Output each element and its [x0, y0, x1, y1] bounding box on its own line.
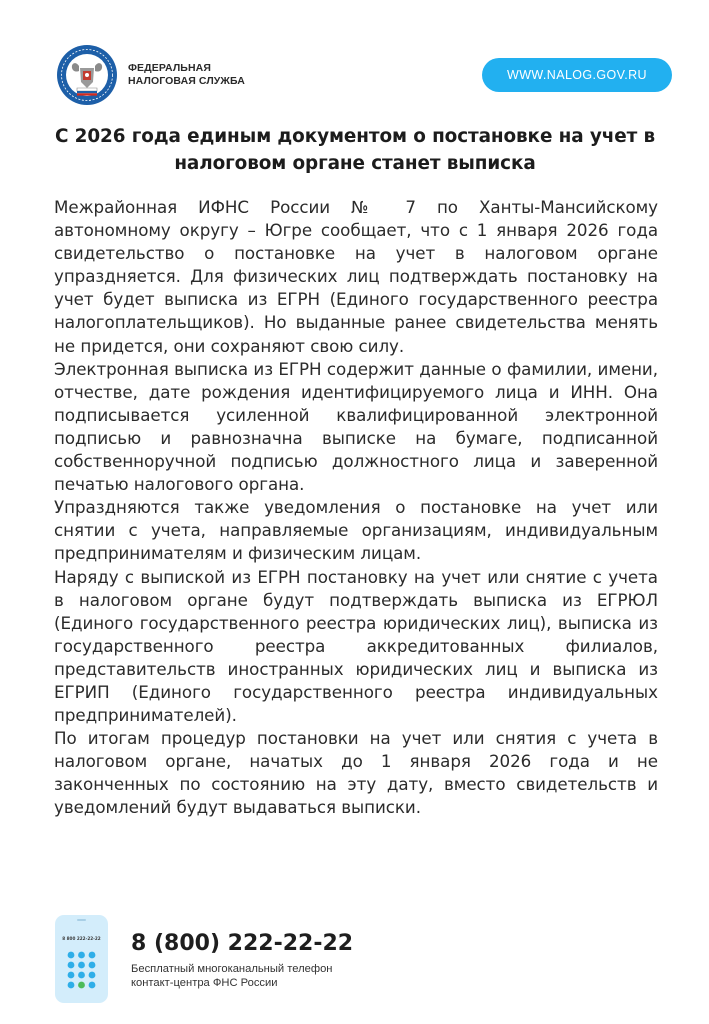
paragraph: Наряду с выпиской из ЕГРН постановку на учет или снятие с учета в налоговом органе будут подтверждать выписка из ЕГРЮЛ (Единого государственного реестра юридических лиц), выписка из государственного реестра аккредитованных филиалов, представительств иностранных юридических лиц и выписка из ЕГРИП (Единого государственного реестра индивидуальных предпринимателей). [54, 566, 658, 726]
page-header [56, 44, 672, 108]
phone-screen-number: 8 800 222-22-22 [62, 936, 101, 941]
org-name [128, 62, 245, 87]
hotline-footer [54, 914, 454, 1006]
paragraph: Упраздняются также уведомления о постановке на учет или снятии с учета, направляемые организациям, индивидуальным предпринимателям и физическим лицам. [54, 497, 658, 564]
org-name-line1: ФЕДЕРАЛЬНАЯ [128, 62, 211, 74]
hotline-desc-line1: Бесплатный многоканальный телефон [131, 963, 333, 975]
paragraph: Межрайонная ИФНС России № 7 по Ханты-Мансийскому автономному округу – Югре сообщает, что с 1 января 2026 года свидетельство о постановке на учет в налоговом органе упраздняется. Для физических лиц подтверждать постановку на учет будет выписка из ЕГРН (Единого государственного реестра налогоплательщиков). Но выданные ранее свидетельства менять не придется, они сохраняют свою силу. [54, 197, 658, 356]
hotline-desc-line2: контакт-центра ФНС России [131, 977, 278, 989]
document-body [54, 196, 658, 820]
org-name-line2: НАЛОГОВАЯ СЛУЖБА [128, 74, 245, 87]
phone-icon [54, 914, 109, 1004]
paragraph: По итогам процедур постановки на учет или снятия с учета в налоговом органе, начатых до 1 января 2026 года и не законченных по состоянию на эту дату, вместо свидетельств и уведомлений будут выдаваться выписки. [54, 728, 658, 818]
hotline-number[interactable]: 8 (800) 222-22-22 [131, 931, 354, 956]
fns-emblem-icon [56, 44, 118, 106]
paragraph: Электронная выписка из ЕГРН содержит данные о фамилии, имени, отчестве, дате рождения идентифицируемого лица и ИНН. Она подписывается усиленной квалифицированной электронной подписью и равнозначна выписке на бумаге, подписанной собственноручной подписью должностного лица и заверенной печатью налогового органа. [54, 358, 658, 495]
hotline-description [131, 962, 332, 990]
document-title: С 2026 года единым документом о постановке на учет в налоговом органе станет выписка [54, 126, 656, 174]
website-link[interactable]: WWW.NALOG.GOV.RU [482, 58, 672, 92]
